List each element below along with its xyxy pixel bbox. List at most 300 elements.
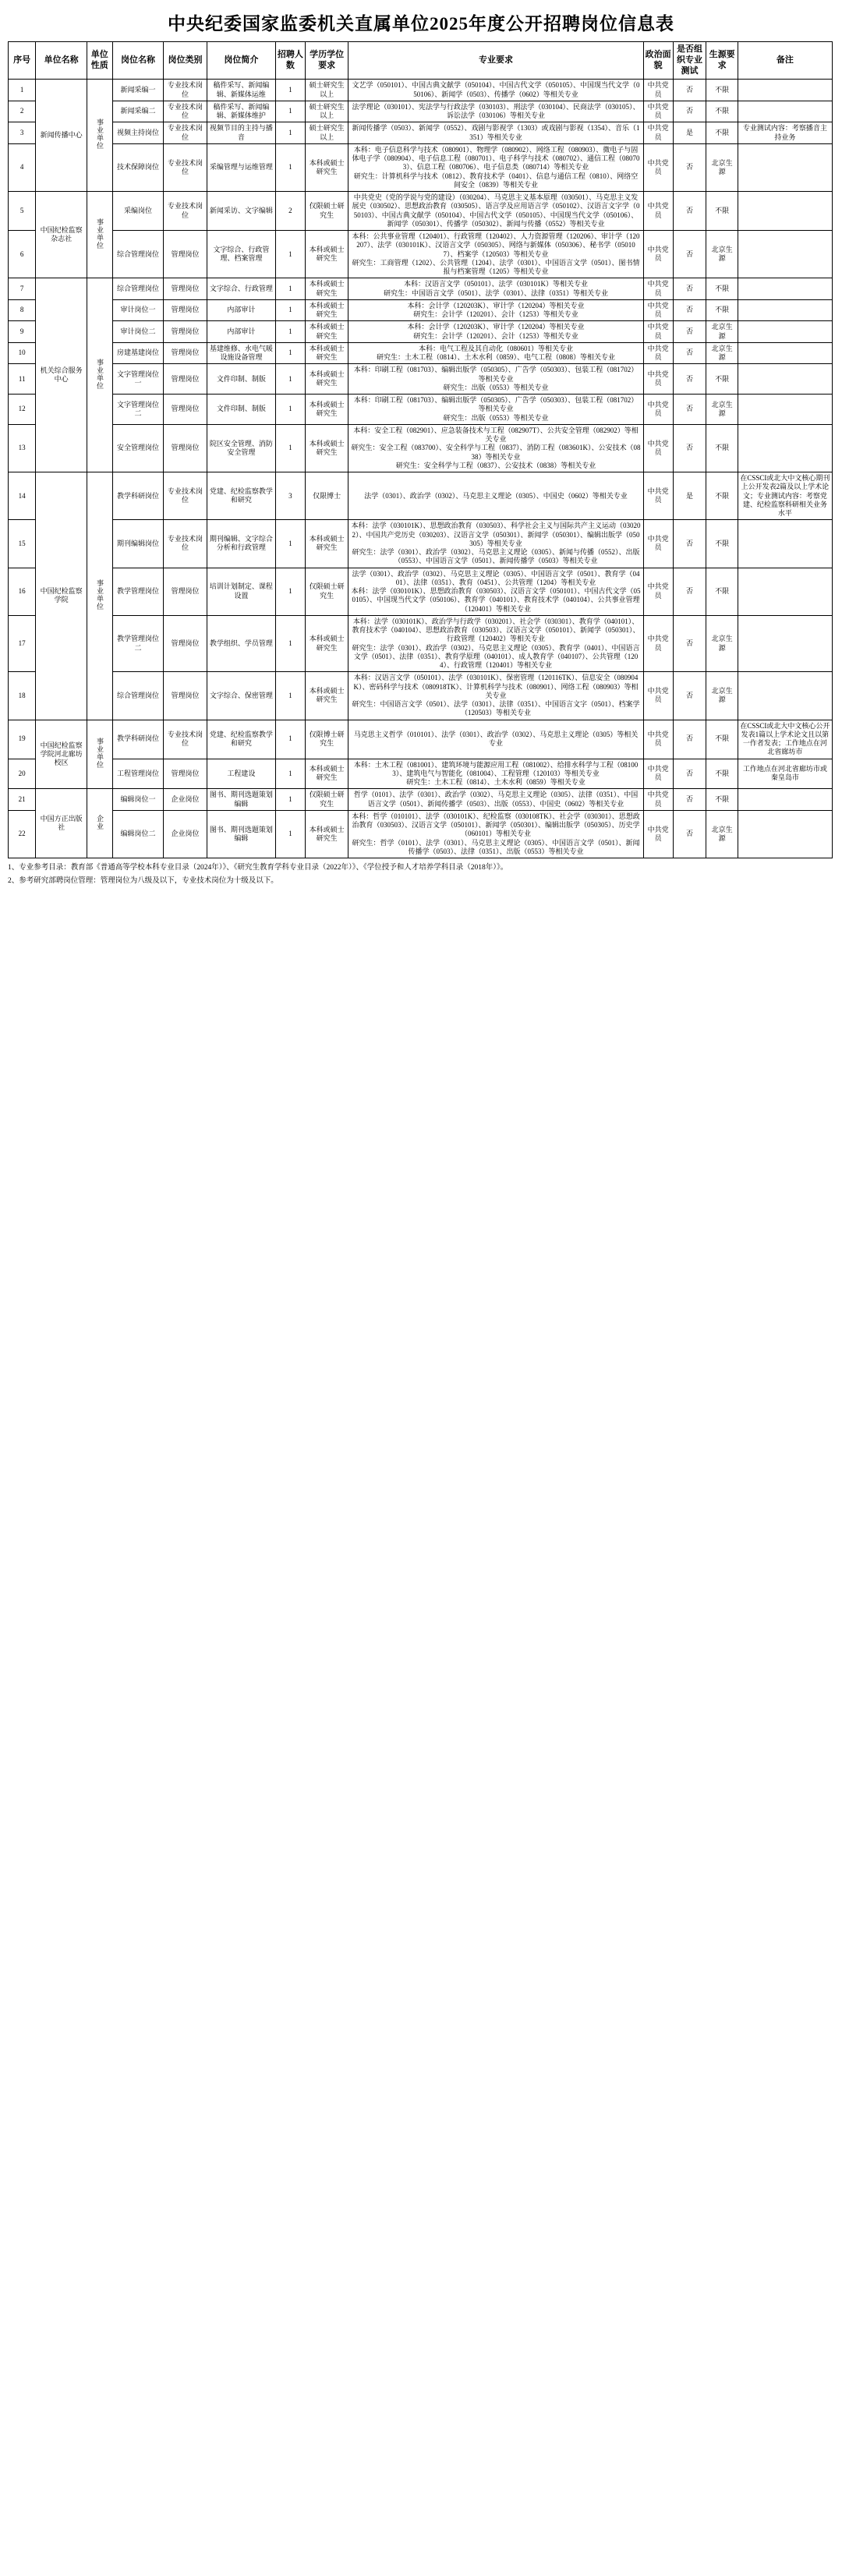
cell-political: 中共党员 (643, 472, 673, 520)
cell-unit-name: 中国纪检监察学院 (36, 472, 87, 720)
cell-life-req: 不限 (706, 122, 738, 144)
cell-political: 中共党员 (643, 143, 673, 191)
cell-org-test: 否 (673, 321, 706, 343)
cell-unit-nature (87, 789, 112, 858)
cell-life-req: 不限 (706, 759, 738, 789)
cell-seq: 19 (9, 720, 36, 759)
cell-post-type: 专业技术岗位 (164, 80, 207, 101)
table-row (9, 568, 833, 615)
cell-political: 中共党员 (643, 810, 673, 858)
cell-post-intro: 文字综合、行政管理 (207, 278, 275, 300)
cell-post-name: 综合管理岗位 (112, 672, 164, 720)
table-row (9, 278, 833, 300)
cell-post-intro: 基建维修、水电气暖设施设备管理 (207, 342, 275, 364)
cell-life-req: 不限 (706, 789, 738, 811)
cell-hire-count: 1 (276, 122, 306, 144)
footnotes (8, 858, 834, 887)
cell-post-name: 房建基建岗位 (112, 342, 164, 364)
cell-org-test: 否 (673, 231, 706, 278)
table-row (9, 472, 833, 520)
cell-political: 中共党员 (643, 568, 673, 615)
cell-political: 中共党员 (643, 231, 673, 278)
cell-major-req: 法学（0301）、政治学（0302）、马克思主义理论（0305）、中国语言文学（0501）、教育学（0401）、法律（0351）、教育（0451）、公共管理（1204）等相关专业 本科：法学（030101K）、思想政治教育（030503）、汉语言文学（050101）、中国古代文学（050105）、中国现当代文学（050106）、教育学（040101）、教育技术学（040104）、公共事业管理（120401）等相关专业 (348, 568, 643, 615)
cell-life-req: 不限 (706, 720, 738, 759)
col-org-test: 是否组织专业测试 (673, 42, 706, 80)
cell-post-type: 专业技术岗位 (164, 472, 207, 520)
table-row (9, 192, 833, 231)
cell-edu-req: 本科或硕士研究生 (305, 672, 348, 720)
cell-remark (738, 810, 832, 858)
cell-post-intro: 党建、纪检监察教学和研究 (207, 720, 275, 759)
cell-major-req: 本科：会计学（120203K）、审计学（120204）等相关专业 研究生：会计学（120201）、会计（1253）等相关专业 (348, 321, 643, 343)
cell-major-req: 马克思主义哲学（010101）、法学（0301）、政治学（0302）、马克思主义理论（0305）等相关专业 (348, 720, 643, 759)
cell-post-intro: 文字综合、保密管理 (207, 672, 275, 720)
cell-seq: 11 (9, 364, 36, 395)
cell-hire-count: 2 (276, 192, 306, 231)
cell-edu-req: 本科或硕士研究生 (305, 321, 348, 343)
cell-unit-nature (87, 472, 112, 720)
unit-nature-label: 事业单位 (95, 579, 104, 610)
cell-edu-req: 仅限博士 (305, 472, 348, 520)
cell-political: 中共党员 (643, 278, 673, 300)
cell-post-name: 文字管理岗位二 (112, 395, 164, 425)
cell-major-req: 本科：电子信息科学与技术（080901）、物理学（080902）、网络工程（080903）、微电子与固体电子学（080904）、电子信息工程（080701）、电子科学与技术（080702）、通信工程（080703）、信息工程（080706）、电子信息类（080714）等相关专业 研究生：计算机科学与技术（0812）、教育技术学（0401）、信息与通信工程（0810）、网络空间安全（0839）等相关专业 (348, 143, 643, 191)
cell-remark (738, 364, 832, 395)
cell-remark (738, 520, 832, 568)
cell-political: 中共党员 (643, 101, 673, 122)
cell-political: 中共党员 (643, 299, 673, 321)
cell-unit-nature (87, 278, 112, 472)
cell-seq: 8 (9, 299, 36, 321)
table-row (9, 364, 833, 395)
col-unit-name: 单位名称 (36, 42, 87, 80)
cell-political: 中共党员 (643, 342, 673, 364)
cell-org-test: 否 (673, 615, 706, 672)
cell-major-req: 本科：印刷工程（081703）、编辑出版学（050305）、广告学（050303）、包装工程（081702）等相关专业 研究生：出版（0553）等相关专业 (348, 395, 643, 425)
cell-post-intro: 文件印制、制版 (207, 395, 275, 425)
cell-org-test: 否 (673, 143, 706, 191)
cell-major-req: 本科：土木工程（081001）、建筑环境与能源应用工程（081002）、给排水科学与工程（081003）、建筑电气与智能化（081004）、工程管理（120103）等相关专业 研究生：土木工程（0814）、土木水利（0859）等相关专业 (348, 759, 643, 789)
cell-post-type: 管理岗位 (164, 759, 207, 789)
cell-post-intro: 期刊编辑、文字综合分析和行政管理 (207, 520, 275, 568)
cell-life-req: 北京生源 (706, 342, 738, 364)
cell-political: 中共党员 (643, 520, 673, 568)
cell-political: 中共党员 (643, 789, 673, 811)
cell-life-req: 北京生源 (706, 231, 738, 278)
cell-hire-count: 1 (276, 615, 306, 672)
cell-seq: 13 (9, 424, 36, 472)
unit-nature-label: 事业单位 (95, 119, 104, 150)
cell-hire-count: 1 (276, 720, 306, 759)
cell-post-name: 综合管理岗位 (112, 278, 164, 300)
cell-edu-req: 硕士研究生以上 (305, 80, 348, 101)
cell-remark (738, 321, 832, 343)
cell-org-test: 否 (673, 278, 706, 300)
cell-major-req: 本科：公共事业管理（120401）、行政管理（120402）、人力资源管理（120206）、审计学（120207）、法学（030101K）、汉语言文学（050305）、网络与新媒体（050306）、秘书学（050107）、档案学（120503）等相关专业 研究生：工商管理（1202）、公共管理（1204）、法学（0301）、中国语言文学（0501）、图书情报与档案管理（1205）等相关专业 (348, 231, 643, 278)
col-post-name: 岗位名称 (112, 42, 164, 80)
cell-seq: 1 (9, 80, 36, 101)
cell-political: 中共党员 (643, 395, 673, 425)
cell-org-test: 否 (673, 342, 706, 364)
cell-org-test: 是 (673, 122, 706, 144)
cell-post-intro: 培训计划制定、课程设置 (207, 568, 275, 615)
cell-remark: 专业测试内容：考察播音主持业务 (738, 122, 832, 144)
table-row (9, 672, 833, 720)
cell-post-type: 企业岗位 (164, 810, 207, 858)
cell-seq: 18 (9, 672, 36, 720)
cell-hire-count: 1 (276, 101, 306, 122)
cell-post-type: 管理岗位 (164, 615, 207, 672)
cell-political: 中共党员 (643, 321, 673, 343)
col-post-type: 岗位类别 (164, 42, 207, 80)
cell-seq: 17 (9, 615, 36, 672)
cell-unit-name: 中国纪检监察学院河北廊坊校区 (36, 720, 87, 789)
cell-unit-name: 机关综合服务中心 (36, 278, 87, 472)
col-post-intro: 岗位简介 (207, 42, 275, 80)
cell-post-type: 专业技术岗位 (164, 192, 207, 231)
cell-post-name: 新闻采编二 (112, 101, 164, 122)
cell-post-type: 管理岗位 (164, 231, 207, 278)
cell-org-test: 否 (673, 520, 706, 568)
cell-post-intro: 新闻采访、文字编辑 (207, 192, 275, 231)
cell-seq: 16 (9, 568, 36, 615)
cell-hire-count: 1 (276, 568, 306, 615)
cell-seq: 6 (9, 231, 36, 278)
cell-life-req: 不限 (706, 424, 738, 472)
cell-life-req: 北京生源 (706, 395, 738, 425)
cell-post-intro: 稿件采写、新闻编辑、新媒体维护 (207, 101, 275, 122)
cell-major-req: 中共党史（党的学说与党的建设）（030204）、马克思主义基本原理（030501）、马克思主义发展史（030502）、思想政治教育（030505）、语言学及应用语言学（050102）、汉语言文字学（050103）、中国古典文献学（050104）、中国古代文学（050105）、中国现当代文学（050106）、新闻学（050301）、传播学（050302）、新闻与传播（0552）等相关专业 (348, 192, 643, 231)
cell-edu-req: 本科或硕士研究生 (305, 231, 348, 278)
table-row (9, 342, 833, 364)
cell-edu-req: 本科或硕士研究生 (305, 364, 348, 395)
cell-major-req: 新闻传播学（0503）、新闻学（0552）、戏剧与影视学（1303）或戏剧与影视（1354）、音乐（1351）等相关专业 (348, 122, 643, 144)
footnote-1: 1、专业参考目录：教育部《普通高等学校本科专业目录（2024年）》、《研究生教育学科专业目录（2022年）》、《学位授予和人才培养学科目录（2018年）》。 (8, 864, 508, 872)
cell-edu-req: 仅限硕士研究生 (305, 789, 348, 811)
document-page (0, 0, 842, 893)
table-row (9, 424, 833, 472)
cell-edu-req: 本科或硕士研究生 (305, 424, 348, 472)
cell-political: 中共党员 (643, 672, 673, 720)
cell-life-req: 不限 (706, 80, 738, 101)
table-body (9, 80, 833, 858)
cell-org-test: 否 (673, 192, 706, 231)
cell-post-type: 管理岗位 (164, 278, 207, 300)
cell-political: 中共党员 (643, 80, 673, 101)
cell-post-name: 教学科研岗位 (112, 720, 164, 759)
cell-post-intro: 内部审计 (207, 321, 275, 343)
cell-political: 中共党员 (643, 122, 673, 144)
cell-unit-nature (87, 80, 112, 192)
cell-org-test: 否 (673, 80, 706, 101)
cell-unit-nature (87, 192, 112, 278)
cell-post-name: 编辑岗位二 (112, 810, 164, 858)
cell-post-type: 管理岗位 (164, 424, 207, 472)
cell-edu-req: 本科或硕士研究生 (305, 395, 348, 425)
cell-major-req: 本科：会计学（120203K）、审计学（120204）等相关专业 研究生：会计学（120201）、会计（1253）等相关专业 (348, 299, 643, 321)
table-row (9, 321, 833, 343)
cell-remark (738, 568, 832, 615)
table-row (9, 810, 833, 858)
cell-remark (738, 789, 832, 811)
cell-hire-count: 3 (276, 472, 306, 520)
cell-seq: 10 (9, 342, 36, 364)
cell-post-name: 教学科研岗位 (112, 472, 164, 520)
table-row (9, 395, 833, 425)
cell-post-type: 管理岗位 (164, 342, 207, 364)
cell-edu-req: 本科或硕士研究生 (305, 342, 348, 364)
table-row (9, 520, 833, 568)
cell-post-name: 期刊编辑岗位 (112, 520, 164, 568)
table-row (9, 759, 833, 789)
recruitment-table (8, 41, 833, 858)
col-major-req: 专业要求 (348, 42, 643, 80)
cell-org-test: 否 (673, 789, 706, 811)
cell-post-name: 审计岗位二 (112, 321, 164, 343)
cell-post-intro: 工程建设 (207, 759, 275, 789)
cell-life-req: 不限 (706, 192, 738, 231)
cell-org-test: 是 (673, 472, 706, 520)
cell-major-req: 本科：电气工程及其自动化（080601）等相关专业 研究生：土木工程（0814）、土木水利（0859）、电气工程（0808）等相关专业 (348, 342, 643, 364)
cell-political: 中共党员 (643, 192, 673, 231)
cell-major-req: 法学（0301）、政治学（0302）、马克思主义理论（0305）、中国史（0602）等相关专业 (348, 472, 643, 520)
cell-major-req: 哲学（0101）、法学（0301）、政治学（0302）、马克思主义理论（0305）、法律（0351）、中国语言文学（0501）、新闻传播学（0503）、出版（0553）、中国史（0602）等相关专业 (348, 789, 643, 811)
cell-post-name: 采编岗位 (112, 192, 164, 231)
cell-post-type: 管理岗位 (164, 364, 207, 395)
cell-life-req: 不限 (706, 278, 738, 300)
cell-seq: 9 (9, 321, 36, 343)
table-row (9, 720, 833, 759)
cell-org-test: 否 (673, 424, 706, 472)
cell-hire-count: 1 (276, 810, 306, 858)
cell-post-intro: 图书、期刊选题策划编辑 (207, 810, 275, 858)
cell-seq: 12 (9, 395, 36, 425)
col-life-req: 生源要求 (706, 42, 738, 80)
cell-remark (738, 342, 832, 364)
cell-major-req: 法学理论（030101）、宪法学与行政法学（030103）、刑法学（030104）、民商法学（030105）、诉讼法学（030106）等相关专业 (348, 101, 643, 122)
cell-post-name: 工程管理岗位 (112, 759, 164, 789)
cell-post-intro: 采编管理与运维管理 (207, 143, 275, 191)
cell-post-name: 编辑岗位一 (112, 789, 164, 811)
cell-remark (738, 299, 832, 321)
cell-org-test: 否 (673, 364, 706, 395)
cell-life-req: 不限 (706, 520, 738, 568)
cell-major-req: 本科：哲学（010101）、法学（030101K）、纪检监察（030108TK）、社会学（030301）、思想政治教育（030503）、汉语言文学（050101）、新闻学（050301）、编辑出版学（050305）、历史学（060101）等相关专业 研究生：哲学（0101）、法学（0301）、马克思主义理论（0305）、中国语言文学（0501）、新闻传播学（0503）、法律（0351）、出版（0553）等相关专业 (348, 810, 643, 858)
cell-hire-count: 1 (276, 80, 306, 101)
cell-edu-req: 本科或硕士研究生 (305, 299, 348, 321)
cell-org-test: 否 (673, 101, 706, 122)
cell-post-intro: 稿件采写、新闻编辑、新媒体运维 (207, 80, 275, 101)
unit-nature-label: 事业单位 (95, 218, 104, 249)
cell-unit-name: 新闻传播中心 (36, 80, 87, 192)
table-row (9, 299, 833, 321)
cell-seq: 20 (9, 759, 36, 789)
cell-hire-count: 1 (276, 342, 306, 364)
cell-hire-count: 1 (276, 364, 306, 395)
cell-major-req: 本科：法学（030101K）、思想政治教育（030503）、科学社会主义与国际共产主义运动（030202）、中国共产党历史（030203）、汉语言文学（050301）、新闻学（050301）、编辑出版学（050305）等相关专业 研究生：法学（0301）、政治学（0302）、马克思主义理论（0305）、新闻与传播（0552）、出版（0553）、中国语言文学（0501）、新闻传播学（0503）等相关专业 (348, 520, 643, 568)
col-edu-req: 学历学位要求 (305, 42, 348, 80)
cell-post-type: 管理岗位 (164, 568, 207, 615)
cell-life-req: 北京生源 (706, 321, 738, 343)
cell-political: 中共党员 (643, 424, 673, 472)
cell-edu-req: 本科或硕士研究生 (305, 143, 348, 191)
cell-post-name: 新闻采编一 (112, 80, 164, 101)
cell-hire-count: 1 (276, 672, 306, 720)
cell-org-test: 否 (673, 672, 706, 720)
cell-major-req: 本科：汉语言文学（050101）、法学（030101K）等相关专业 研究生：中国语言文学（0501）、法学（0301）、法律（0351）等相关专业 (348, 278, 643, 300)
cell-org-test: 否 (673, 395, 706, 425)
cell-political: 中共党员 (643, 759, 673, 789)
cell-unit-nature (87, 720, 112, 789)
cell-post-name: 综合管理岗位 (112, 231, 164, 278)
cell-seq: 14 (9, 472, 36, 520)
unit-nature-label: 事业单位 (95, 737, 104, 769)
cell-org-test: 否 (673, 759, 706, 789)
cell-post-intro: 图书、期刊选题策划编辑 (207, 789, 275, 811)
col-unit-nature: 单位性质 (87, 42, 112, 80)
cell-remark (738, 395, 832, 425)
table-row (9, 143, 833, 191)
cell-post-type: 管理岗位 (164, 321, 207, 343)
cell-hire-count: 1 (276, 789, 306, 811)
cell-life-req: 不限 (706, 299, 738, 321)
cell-post-name: 文字管理岗位一 (112, 364, 164, 395)
cell-org-test: 否 (673, 810, 706, 858)
cell-edu-req: 本科或硕士研究生 (305, 810, 348, 858)
cell-political: 中共党员 (643, 364, 673, 395)
cell-edu-req: 仅限博士研究生 (305, 720, 348, 759)
cell-remark (738, 80, 832, 101)
cell-edu-req: 本科或硕士研究生 (305, 615, 348, 672)
cell-post-name: 安全管理岗位 (112, 424, 164, 472)
table-row (9, 101, 833, 122)
cell-life-req: 北京生源 (706, 615, 738, 672)
cell-post-intro: 教学组织、学员管理 (207, 615, 275, 672)
cell-major-req: 本科：汉语言文学（050101）、法学（030101K）、保密管理（120116TK）、信息安全（080904K）、密码科学与技术（080918TK）、计算机科学与技术（080901）、网络工程（080903）等相关专业 研究生：中国语言文学（0501）、法学（0301）、法律（0351）、中国语言文字（0501）、档案学（120503）等相关专业 (348, 672, 643, 720)
cell-remark (738, 615, 832, 672)
cell-hire-count: 1 (276, 395, 306, 425)
cell-edu-req: 仅限硕士研究生 (305, 568, 348, 615)
cell-post-name: 视频主持岗位 (112, 122, 164, 144)
cell-political: 中共党员 (643, 615, 673, 672)
cell-remark: 在CSSCI或北大中文核心期刊上公开发表2篇及以上学术论文；专业测试内容：考察党建、纪检监察科研相关业务水平 (738, 472, 832, 520)
cell-post-name: 技术保障岗位 (112, 143, 164, 191)
cell-edu-req: 硕士研究生以上 (305, 101, 348, 122)
table-row (9, 80, 833, 101)
cell-major-req: 本科：安全工程（082901）、应急装备技术与工程（082907T）、公共安全管理（082902）等相关专业 研究生：安全工程（083700）、安全科学与工程（0837）、消防工程（083601K）、公安技术（0838）等相关专业 研究生：安全科学与工程（0837）、公安技术（0838）等相关专业 (348, 424, 643, 472)
cell-major-req: 本科：法学（030101K）、政治学与行政学（030201）、社会学（030301）、教育学（040101）、教育技术学（040104）、思想政治教育（030503）、汉语言文学（050101）、新闻学（050301）、行政管理（120402）等相关专业 研究生：法学（0301）、政治学（0302）、马克思主义理论（0305）、教育学（0401）、中国语言文学（0501）、法律（0351）、教育学原理（040101）、成人教育学（040107）、公共管理（1204）、行政管理（120401）等相关专业 (348, 615, 643, 672)
footnote-2: 2、参考研究部聘岗位管理：管理岗位为八级及以下，专业技术岗位为十级及以下。 (8, 876, 278, 885)
cell-post-type: 管理岗位 (164, 395, 207, 425)
cell-post-intro: 院区安全管理、消防安全管理 (207, 424, 275, 472)
col-political: 政治面貌 (643, 42, 673, 80)
cell-life-req: 不限 (706, 472, 738, 520)
cell-remark: 工作地点在河北省廊坊市或秦皇岛市 (738, 759, 832, 789)
cell-post-intro: 内部审计 (207, 299, 275, 321)
cell-unit-name: 中国方正出版社 (36, 789, 87, 858)
cell-hire-count: 1 (276, 759, 306, 789)
col-remark: 备注 (738, 42, 832, 80)
cell-org-test: 否 (673, 299, 706, 321)
cell-post-type: 专业技术岗位 (164, 520, 207, 568)
cell-life-req: 北京生源 (706, 672, 738, 720)
cell-edu-req: 本科或硕士研究生 (305, 759, 348, 789)
cell-seq: 5 (9, 192, 36, 231)
cell-seq: 4 (9, 143, 36, 191)
cell-post-type: 专业技术岗位 (164, 143, 207, 191)
cell-post-name: 审计岗位一 (112, 299, 164, 321)
cell-post-type: 专业技术岗位 (164, 122, 207, 144)
cell-post-type: 专业技术岗位 (164, 101, 207, 122)
unit-nature-label: 企业 (95, 814, 104, 830)
cell-post-intro: 文字综合、行政管理、档案管理 (207, 231, 275, 278)
cell-life-req: 北京生源 (706, 810, 738, 858)
cell-hire-count: 1 (276, 520, 306, 568)
cell-edu-req: 硕士研究生以上 (305, 122, 348, 144)
cell-post-type: 管理岗位 (164, 299, 207, 321)
cell-post-intro: 党建、纪检监察教学和研究 (207, 472, 275, 520)
cell-edu-req: 本科或硕士研究生 (305, 520, 348, 568)
col-seq: 序号 (9, 42, 36, 80)
cell-hire-count: 1 (276, 321, 306, 343)
cell-edu-req: 仅限硕士研究生 (305, 192, 348, 231)
page-title: 中央纪委国家监委机关直属单位2025年度公开招聘岗位信息表 (168, 14, 674, 34)
cell-major-req: 本科：印刷工程（081703）、编辑出版学（050305）、广告学（050303）、包装工程（081702）等相关专业 研究生：出版（0553）等相关专业 (348, 364, 643, 395)
cell-seq: 21 (9, 789, 36, 811)
cell-hire-count: 1 (276, 231, 306, 278)
cell-post-type: 企业岗位 (164, 789, 207, 811)
unit-nature-label: 事业单位 (95, 358, 104, 390)
cell-remark (738, 672, 832, 720)
cell-remark: 在CSSCI或北大中文核心公开发表1篇以上学术论文且以第一作者发表；工作地点在河北省廊坊市 (738, 720, 832, 759)
cell-post-type: 管理岗位 (164, 672, 207, 720)
cell-life-req: 不限 (706, 568, 738, 615)
table-row (9, 231, 833, 278)
table-header-row (9, 42, 833, 80)
cell-life-req: 不限 (706, 101, 738, 122)
cell-remark (738, 231, 832, 278)
cell-post-name: 教学管理岗位二 (112, 615, 164, 672)
cell-hire-count: 1 (276, 143, 306, 191)
cell-org-test: 否 (673, 720, 706, 759)
cell-post-name: 教学管理岗位 (112, 568, 164, 615)
cell-remark (738, 192, 832, 231)
cell-unit-name: 中国纪检监察杂志社 (36, 192, 87, 278)
cell-seq: 22 (9, 810, 36, 858)
table-row (9, 789, 833, 811)
cell-political: 中共党员 (643, 720, 673, 759)
cell-post-intro: 文件印制、制版 (207, 364, 275, 395)
cell-remark (738, 424, 832, 472)
cell-seq: 15 (9, 520, 36, 568)
cell-post-intro: 视频节目的主持与播音 (207, 122, 275, 144)
col-hire-count: 招聘人数 (276, 42, 306, 80)
cell-hire-count: 1 (276, 278, 306, 300)
cell-seq: 2 (9, 101, 36, 122)
cell-remark (738, 278, 832, 300)
cell-post-type: 专业技术岗位 (164, 720, 207, 759)
table-row (9, 615, 833, 672)
table-row (9, 122, 833, 144)
cell-seq: 7 (9, 278, 36, 300)
cell-major-req: 文艺学（050101）、中国古典文献学（050104）、中国古代文学（050105）、中国现当代文学（050106）、新闻学（0503）、传播学（0602）等相关专业 (348, 80, 643, 101)
cell-seq: 3 (9, 122, 36, 144)
cell-hire-count: 1 (276, 299, 306, 321)
cell-remark (738, 143, 832, 191)
cell-edu-req: 本科或硕士研究生 (305, 278, 348, 300)
cell-hire-count: 1 (276, 424, 306, 472)
cell-remark (738, 101, 832, 122)
